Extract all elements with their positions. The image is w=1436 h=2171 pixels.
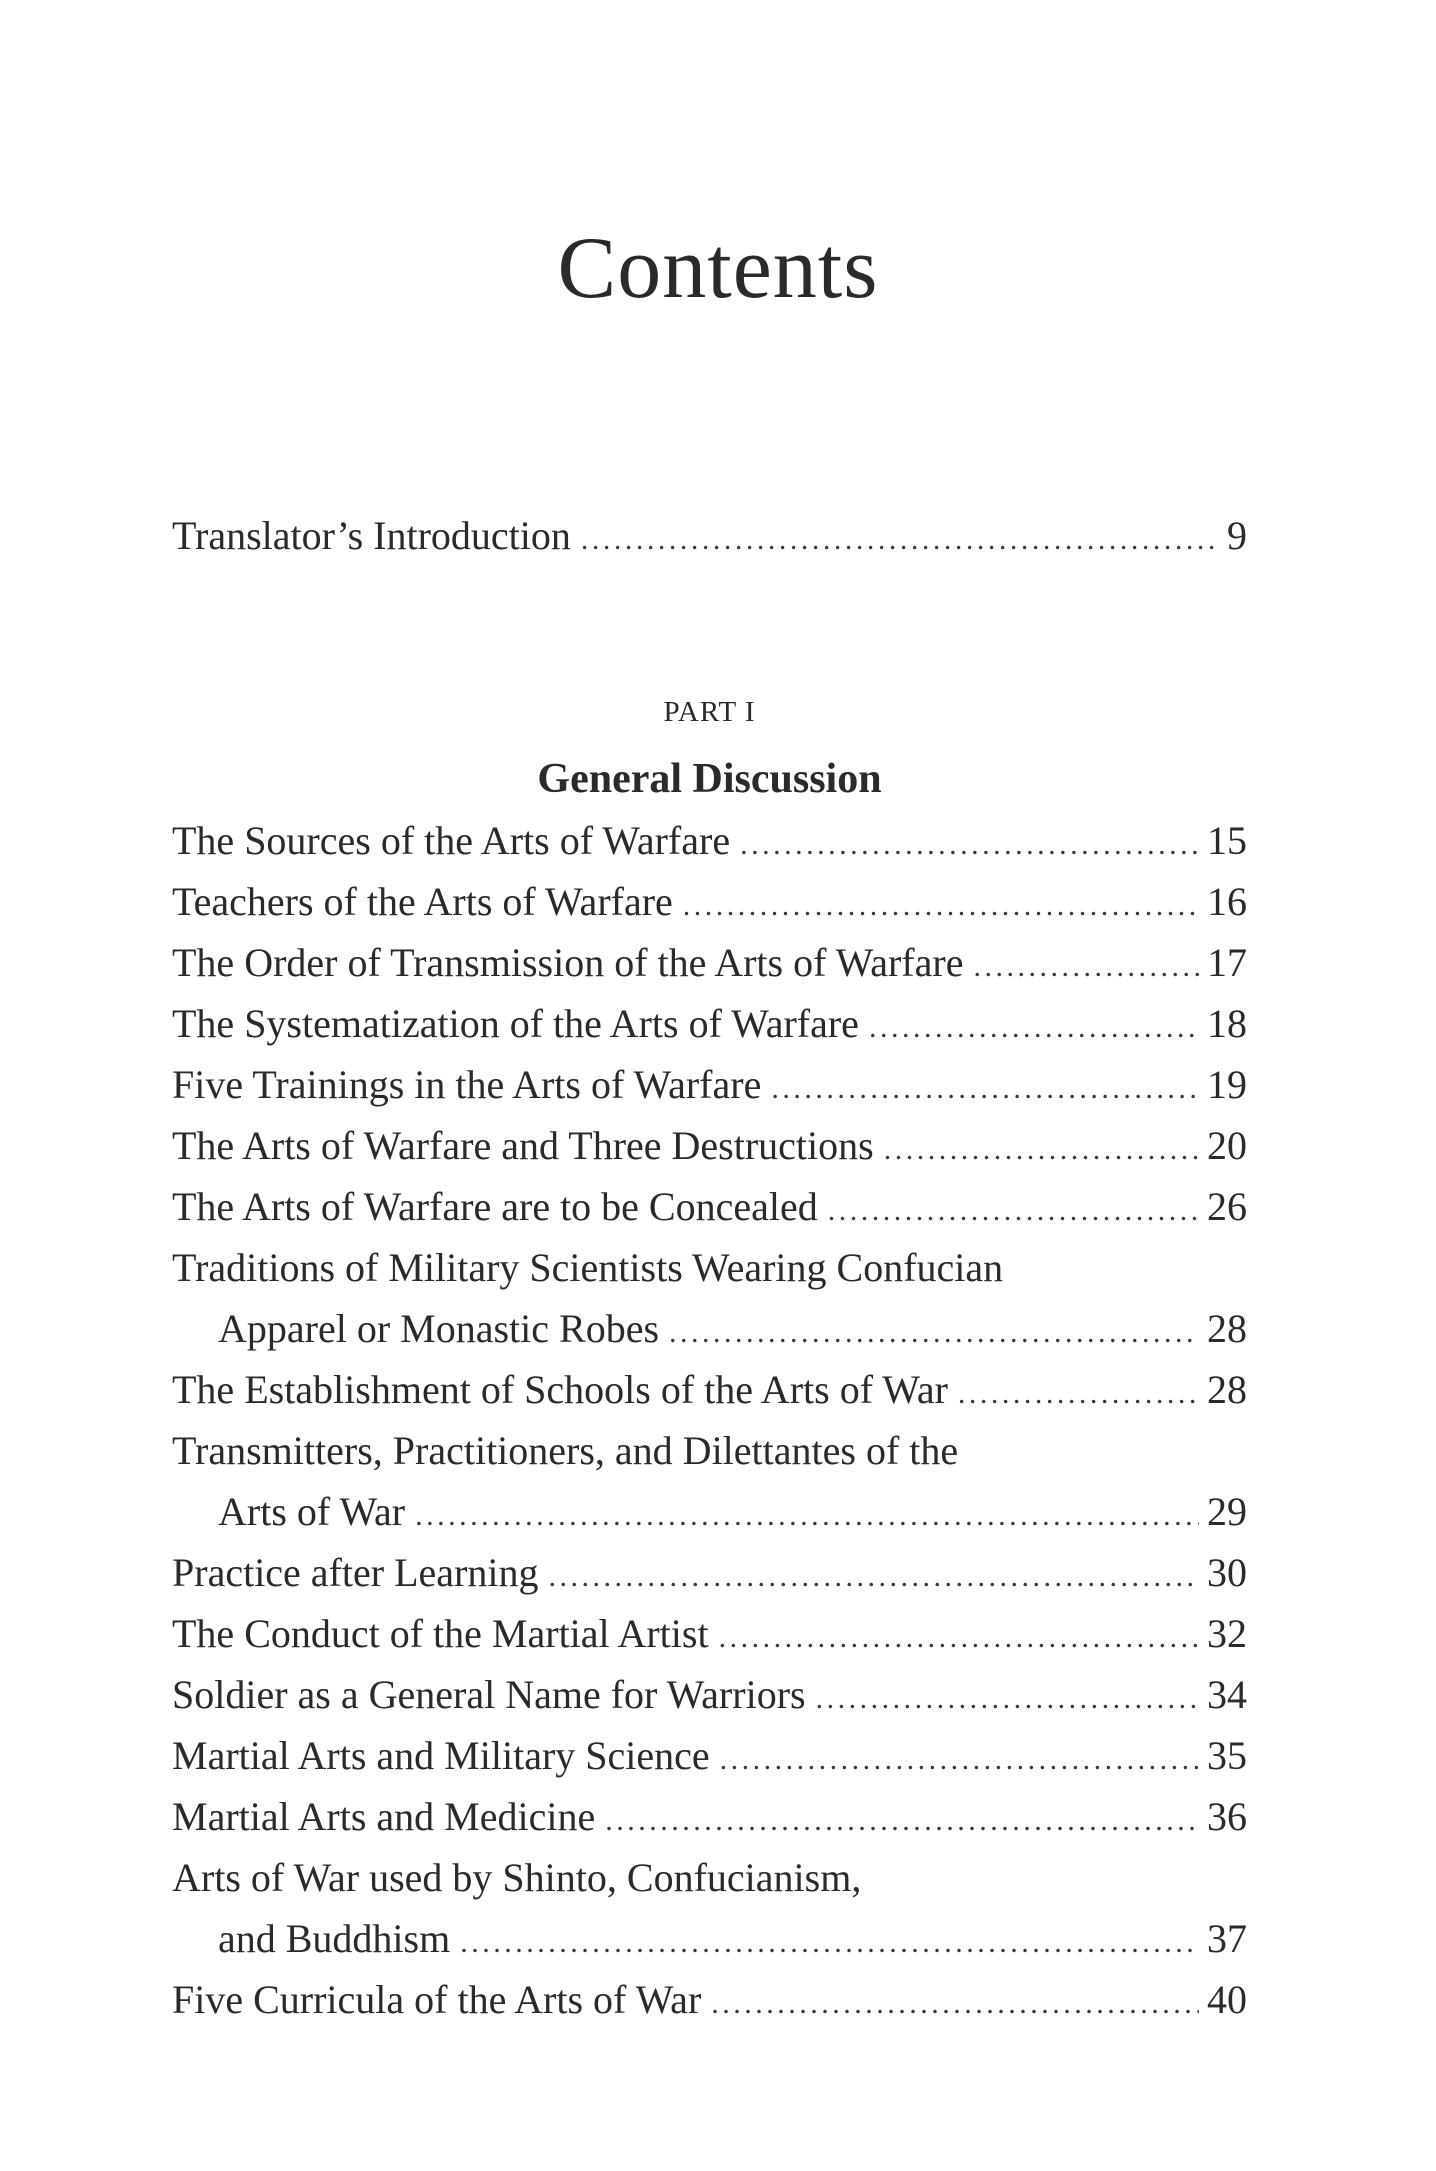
dot-leader [581, 505, 1219, 570]
dot-leader [884, 1115, 1199, 1180]
toc-entry-label-line1: Arts of War used by Shinto, Confucianism, [172, 1855, 862, 1900]
toc-entry-label: The Establishment of Schools of the Arts of War [172, 1367, 948, 1412]
toc-entry-label: Teachers of the Arts of Warfare [172, 879, 673, 924]
toc-entry-page: 30 [1207, 1550, 1247, 1595]
toc-entry-label: Martial Arts and Medicine [172, 1794, 596, 1839]
dot-leader [869, 993, 1199, 1058]
toc-entry[interactable] [172, 1725, 1247, 1786]
dot-leader [548, 1542, 1199, 1607]
toc-entry-label: The Sources of the Arts of Warfare [172, 818, 731, 863]
toc-entry[interactable] [172, 993, 1247, 1054]
toc-entry-multiline[interactable] [172, 1847, 1247, 1969]
dot-leader [719, 1603, 1199, 1668]
part-label: PART I [663, 696, 756, 728]
toc-entry[interactable] [172, 1969, 1247, 2030]
dot-leader [460, 1908, 1199, 1973]
dot-leader [771, 1054, 1199, 1119]
toc-entry[interactable] [172, 871, 1247, 932]
toc-entry-multiline[interactable] [172, 1237, 1247, 1359]
dot-leader [669, 1298, 1199, 1363]
toc-entry-page: 20 [1207, 1123, 1247, 1168]
toc-entry-label: Five Curricula of the Arts of War [172, 1977, 702, 2022]
dot-leader [711, 1969, 1199, 2034]
toc-entry[interactable] [172, 810, 1247, 871]
toc-entry-page: 34 [1207, 1672, 1247, 1717]
toc-entry[interactable] [172, 1664, 1247, 1725]
toc-entry[interactable] [172, 1115, 1247, 1176]
dot-leader [828, 1176, 1199, 1241]
toc-entry-page: 32 [1207, 1611, 1247, 1656]
toc-entry[interactable] [172, 1542, 1247, 1603]
toc-entry-page: 40 [1207, 1977, 1247, 2022]
toc-entry[interactable] [172, 1359, 1247, 1420]
dot-leader [605, 1786, 1199, 1851]
toc-entry-label: Soldier as a General Name for Warriors [172, 1672, 806, 1717]
toc-entry-page: 28 [1207, 1306, 1247, 1351]
toc-entry-label-line2: Apparel or Monastic Robes [218, 1306, 660, 1351]
toc-entry-page: 28 [1207, 1367, 1247, 1412]
toc-entry-label: The Arts of Warfare and Three Destructions [172, 1123, 874, 1168]
toc-entry-label: The Arts of Warfare are to be Concealed [172, 1184, 818, 1229]
toc-entry-label: Practice after Learning [172, 1550, 539, 1595]
dot-leader [720, 1725, 1199, 1790]
toc-entry-page: 29 [1207, 1489, 1247, 1534]
toc-entry-page: 26 [1207, 1184, 1247, 1229]
dot-leader [816, 1664, 1199, 1729]
page-title: Contents [557, 220, 879, 317]
toc-entry-multiline[interactable] [172, 1420, 1247, 1542]
toc-entry-page: 15 [1207, 818, 1247, 863]
dot-leader [415, 1481, 1199, 1546]
toc-entry-page: 17 [1207, 940, 1247, 985]
dot-leader [958, 1359, 1199, 1424]
toc-entry-page: 19 [1207, 1062, 1247, 1107]
toc-entry[interactable] [172, 1054, 1247, 1115]
toc-entry-label: Translator’s Introduction [172, 513, 571, 558]
toc-entry-label: The Order of Transmission of the Arts of Warfare [172, 940, 964, 985]
toc-entry-page: 36 [1207, 1794, 1247, 1839]
toc-entry-label-line1: Transmitters, Practitioners, and Dilettantes of the [172, 1428, 959, 1473]
toc-entry-page: 35 [1207, 1733, 1247, 1778]
toc-entry-label-line2: and Buddhism [218, 1916, 451, 1961]
toc-entry-label: Five Trainings in the Arts of Warfare [172, 1062, 762, 1107]
toc-entry-page: 18 [1207, 1001, 1247, 1046]
toc-entry[interactable] [172, 1603, 1247, 1664]
toc-entry-introduction[interactable] [172, 505, 1247, 566]
table-of-contents [172, 505, 1247, 2030]
toc-entry[interactable] [172, 1786, 1247, 1847]
dot-leader [683, 871, 1199, 936]
toc-entry-label: Martial Arts and Military Science [172, 1733, 710, 1778]
part-title: General Discussion [537, 756, 882, 802]
toc-entry-label: The Systematization of the Arts of Warfare [172, 1001, 859, 1046]
toc-entry-label-line1: Traditions of Military Scientists Wearing Confucian [172, 1245, 1004, 1290]
toc-entry-label-line2: Arts of War [218, 1489, 406, 1534]
toc-entry[interactable] [172, 932, 1247, 993]
toc-entry-page: 9 [1227, 513, 1247, 558]
dot-leader [973, 932, 1199, 997]
dot-leader [740, 810, 1199, 875]
toc-entry-page: 37 [1207, 1916, 1247, 1961]
toc-entry[interactable] [172, 1176, 1247, 1237]
toc-entry-page: 16 [1207, 879, 1247, 924]
toc-entry-label: The Conduct of the Martial Artist [172, 1611, 709, 1656]
